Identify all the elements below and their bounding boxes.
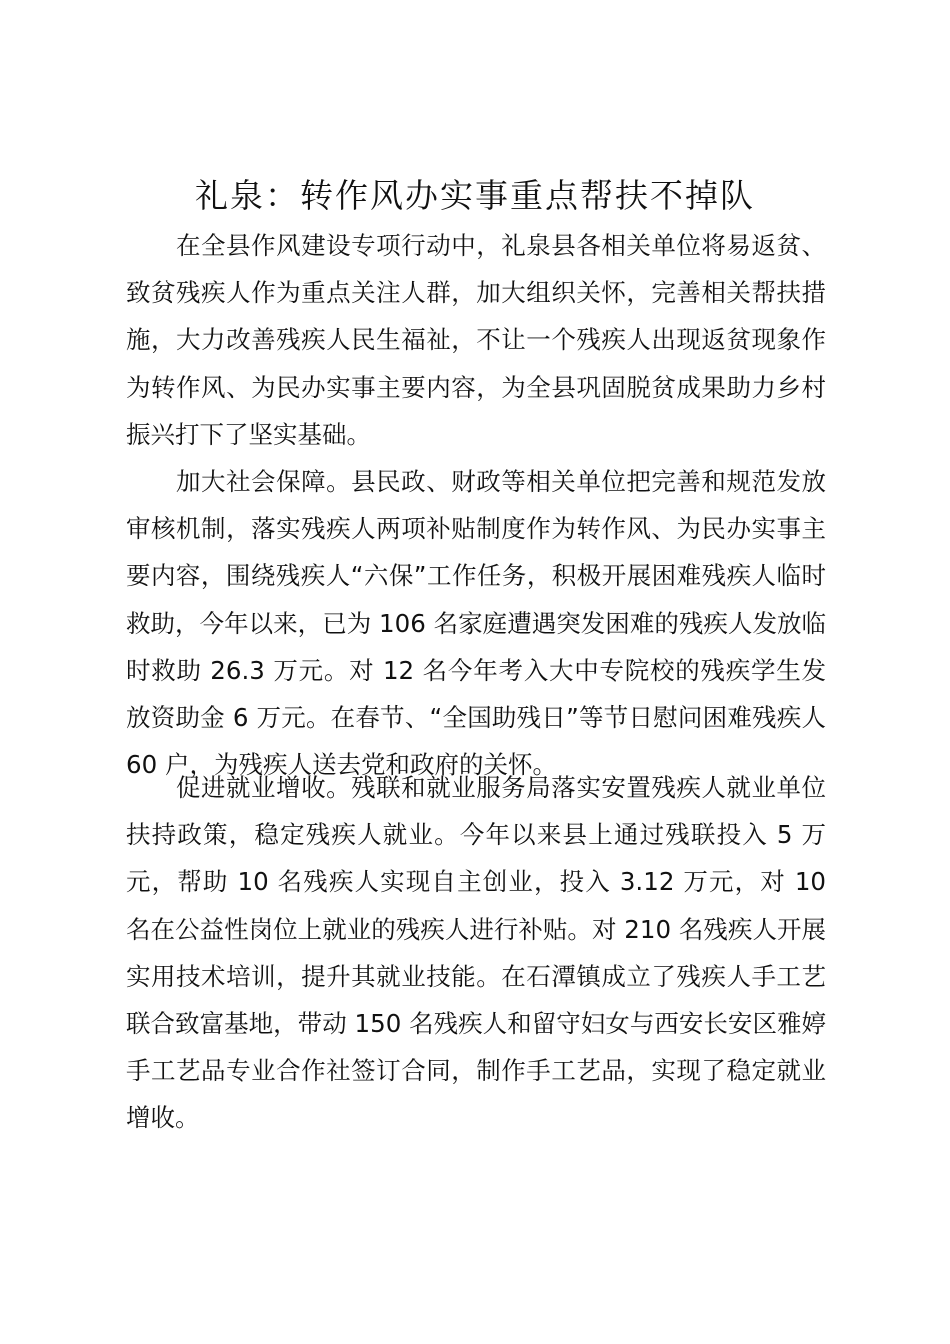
document-title: 礼泉：转作风办实事重点帮扶不掉队 (195, 176, 755, 215)
paragraph-employment: 促进就业增收。残联和就业服务局落实安置残疾人就业单位扶持政策，稳定残疾人就业。今年以来县上通过残联投入 5 万元，帮助 10 名残疾人实现自主创业，投入 3.12 万元，对 10 名在公益性岗位上就业的残疾人进行补贴。对 210 名残疾人开展实用技术培训，提升其就业技能。在石潭镇成立了残疾人手工艺联合致富基地，带动 150 名残疾人和留守妇女与西安长安区雅婷手工艺品专业合作社签订合同，制作手工艺品，实现了稳定就业增收。 (126, 773, 826, 1133)
paragraph-social-security: 加大社会保障。县民政、财政等相关单位把完善和规范发放审核机制，落实残疾人两项补贴制度作为转作风、为民办实事主要内容，围绕残疾人“六保”工作任务，积极开展困难残疾人临时救助，今年以来，已为 106 名家庭遭遇突发困难的残疾人发放临时救助 26.3 万元。对 12 名今年考入大中专院校的残疾学生发放资助金 6 万元。在春节、“全国助残日”等节日慰问困难残疾人 60 户，为残疾人送去党和政府的关怀。 (126, 467, 826, 780)
paragraph-intro: 在全县作风建设专项行动中，礼泉县各相关单位将易返贫、致贫残疾人作为重点关注人群，加大组织关怀，完善相关帮扶措施，大力改善残疾人民生福祉，不让一个残疾人出现返贫现象作为转作风、为民办实事主要内容，为全县巩固脱贫成果助力乡村振兴打下了坚实基础。 (126, 231, 826, 449)
